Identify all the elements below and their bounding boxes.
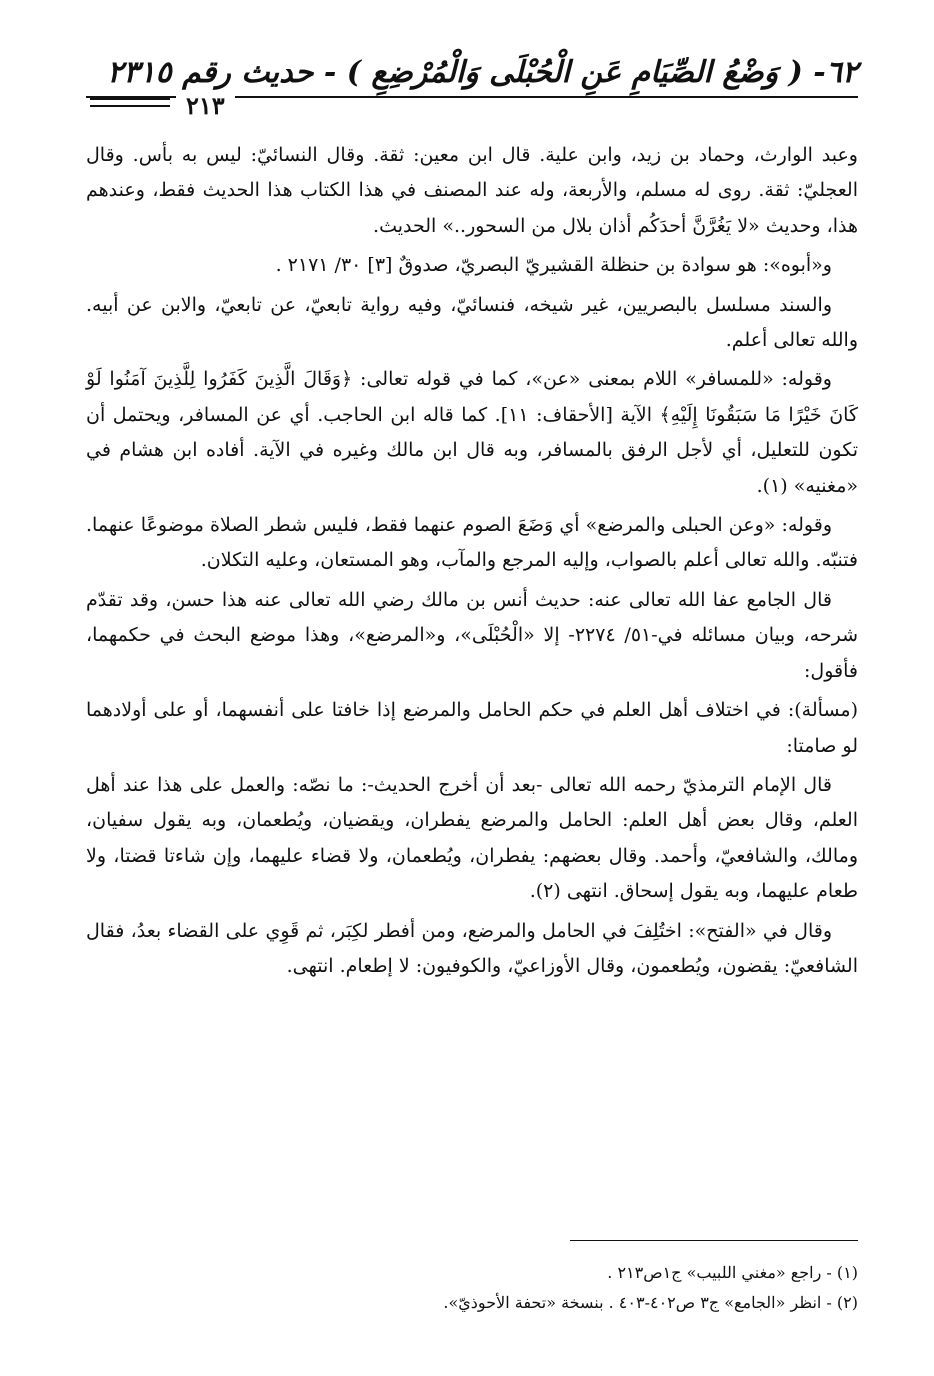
paragraph: وقال في «الفتح»: اختُلِفَ في الحامل والمرضع، ومن أفطر لكِبَر، ثم قَوِي على القضاء بعدُ، فقال الشافعيّ: يقضون، ويُطعمون، وقال الأوزاعيّ، والكوفيون: لا إطعام. انتهى.: [86, 919, 858, 977]
chapter-title: ٦٢- ( وَضْعُ الصِّيَامِ عَنِ الْحُبْلَى وَالْمُرْضِعِ ) - حديث رقم ٢٣١٥: [107, 55, 858, 90]
footnote-separator: [570, 1240, 858, 1241]
footnotes: [86, 1258, 858, 1318]
paragraph: (مسألة): في اختلاف أهل العلم في حكم الحامل والمرضع إذا خافتا على أنفسهما، أو على أولادهما لو صامتا:: [86, 699, 858, 757]
footnote: (٢) - انظر «الجامع» ج٣ ص٤٠٢-٤٠٣ . بنسخة «تحفة الأحوذيّ».: [443, 1293, 858, 1312]
main-text: [86, 138, 858, 988]
page-header: [86, 52, 858, 118]
paragraph: وقوله: «وعن الحبلى والمرضع» أي وَضَعَ الصوم عنهما فقط، فليس شطر الصلاة موضوعًا عنهما. فتنبّه. والله تعالى أعلم بالصواب، وإليه المرجع والمآب، وهو المستعان، وعليه التكلان.: [86, 514, 858, 572]
header-double-line: [90, 105, 170, 107]
header-double-line: [90, 98, 170, 100]
paragraph: و«أبوه»: هو سوادة بن حنظلة القشيريّ البصريّ، صدوقٌ [٣] ٣٠/ ٢١٧١ .: [275, 254, 832, 277]
paragraph: وعبد الوارث، وحماد بن زيد، وابن علية. قال ابن معين: ثقة. وقال النسائيّ: ليس به بأس. وقال العجليّ: ثقة. روى له مسلم، والأربعة، وله عند المصنف في هذا الكتاب هذا الحديث فقط، وعندهم هذا، وحديث «لا يَغُرَّنَّ أحدَكُم أذان بلال من السحور..» الحديث.: [86, 144, 858, 237]
paragraph: وقوله: «للمسافر» اللام بمعنى «عن»، كما في قوله تعالى: ﴿وَقَالَ الَّذِينَ كَفَرُوا لِلَّذِينَ آمَنُوا لَوْ كَانَ خَيْرًا مَا سَبَقُونَا إِلَيْهِ﴾ الآية [الأحقاف: ١١]. كما قاله ابن الحاجب. أي عن المسافر، ويحتمل أن تكون للتعليل، أي لأجل الرفق بالمسافر، وبه قال ابن مالك وغيره في الآية. أفاده ابن هشام في «مغنيه» (١).: [86, 368, 858, 497]
paragraph: والسند مسلسل بالبصريين، غير شيخه، فنسائيّ، وفيه رواية تابعيّ، عن تابعيّ، والابن عن أبيه. والله تعالى أعلم.: [86, 293, 858, 352]
paragraph: قال الإمام الترمذيّ رحمه الله تعالى -بعد أن أخرج الحديث-: ما نصّه: والعمل على هذا عند أهل العلم، وقال بعض أهل العلم: الحامل والمرضع يفطران، ويقضيان، ويُطعمان، وبه يقول سفيان، ومالك، والشافعيّ، وأحمد. وقال بعضهم: يفطران، ويُطعمان، ولا قضاء عليهما، وإن شاءتا قضتا، ولا طعام عليهما، وبه يقول إسحاق. انتهى (٢).: [86, 773, 858, 903]
paragraph: قال الجامع عفا الله تعالى عنه: حديث أنس بن مالك رضي الله تعالى عنه هذا حسن، وقد تقدّم شرحه، وبيان مسائله في-٥١/ ٢٢٧٤- إلا «الْحُبْلَى»، و«المرضع»، وهذا موضع البحث في حكمهما، فأقول:: [86, 588, 858, 682]
footnote: (١) - راجع «مغني اللبيب» ج١ص٢١٣ .: [607, 1263, 858, 1282]
page-number: ٢١٣: [176, 92, 235, 120]
